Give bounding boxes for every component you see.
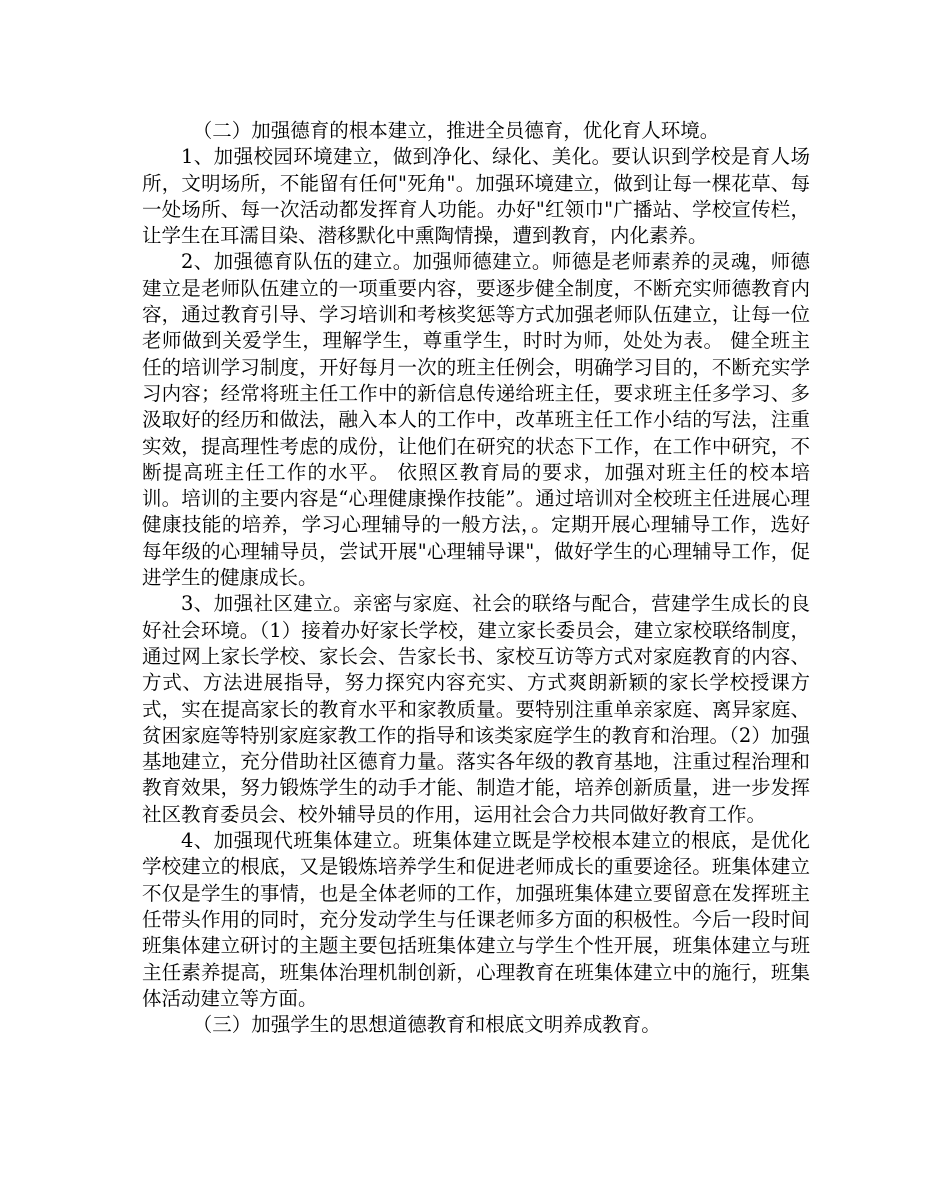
paragraph-moral-team: 2、加强德育队伍的建立。加强师德建立。师德是老师素养的灵魂，师德建立是老师队伍建立的一项重要内容，要逐步健全制度，不断充实师德教育内容，通过教育引导、学习培训和考核奖惩等方式加强老师队伍建立，让每一位老师做到关爱学生，理解学生，尊重学生，时时为师，处处为表。 健全班主任的培训学习制度，开好每月一次的班主任例会，明确学习目的，不断充实学习内容；经常将班主任工作中的新信息传递给班主任，要求班主任多学习、多汲取好的经历和做法，融入本人的工作中，改革班主任工作小结的写法，注重实效，提高理性考虑的成份，让他们在研究的状态下工作，在工作中研究，不断提高班主任工作的水平。 依照区教育局的要求，加强对班主任的校本培训。培训的主要内容是“心理健康操作技能”。通过培训对全校班主任进展心理健康技能的培养，学习心理辅导的一般方法，。定期开展心理辅导工作，选好每年级的心理辅导员，尝试开展"心理辅导课"，做好学生的心理辅导工作，促进学生的健康成长。 <box>142 250 810 590</box>
document-page <box>142 118 810 1038</box>
paragraph-class-collective: 4、加强现代班集体建立。班集体建立既是学校根本建立的根底，是优化学校建立的根底，又是锻炼培养学生和促进老师成长的重要途径。班集体建立不仅是学生的事情，也是全体老师的工作，加强班集体建立要留意在发挥班主任带头作用的同时，充分发动学生与任课老师多方面的积极性。今后一段时间班集体建立研讨的主题主要包括班集体建立与学生个性开展，班集体建立与班主任素养提高，班集体治理机制创新，心理教育在班集体建立中的施行，班集体活动建立等方面。 <box>142 829 810 1010</box>
paragraph-community: 3、加强社区建立。亲密与家庭、社会的联络与配合，营建学生成长的良好社会环境。（1）接着办好家长学校，建立家长委员会，建立家校联络制度，通过网上家长学校、家长会、告家长书、家校互访等方式对家庭教育的内容、方式、方法进展指导，努力探究内容充实、方式爽朗新颖的家长学校授课方式，实在提高家长的教育水平和家教质量。要特别注重单亲家庭、离异家庭、贫困家庭等特别家庭家教工作的指导和该类家庭学生的教育和治理。（2）加强基地建立，充分借助社区德育力量。落实各年级的教育基地，注重过程治理和教育效果，努力锻炼学生的动手才能、制造才能，培养创新质量，进一步发挥社区教育委员会、校外辅导员的作用，运用社会合力共同做好教育工作。 <box>142 592 810 826</box>
section-heading-2: （二）加强德育的根本建立，推进全员德育，优化育人环境。 <box>192 119 720 142</box>
section-heading-3: （三）加强学生的思想道德教育和根底文明养成教育。 <box>192 1013 661 1037</box>
paragraph-campus-environment: 1、加强校园环境建立，做到净化、绿化、美化。要认识到学校是育人场所，文明场所，不能留有任何"死角"。加强环境建立，做到让每一棵花草、每一处场所、每一次活动都发挥育人功能。办好"红领巾"广播站、学校宣传栏，让学生在耳濡目染、潜移默化中熏陶情操，遭到教育，内化素养。 <box>142 145 810 248</box>
